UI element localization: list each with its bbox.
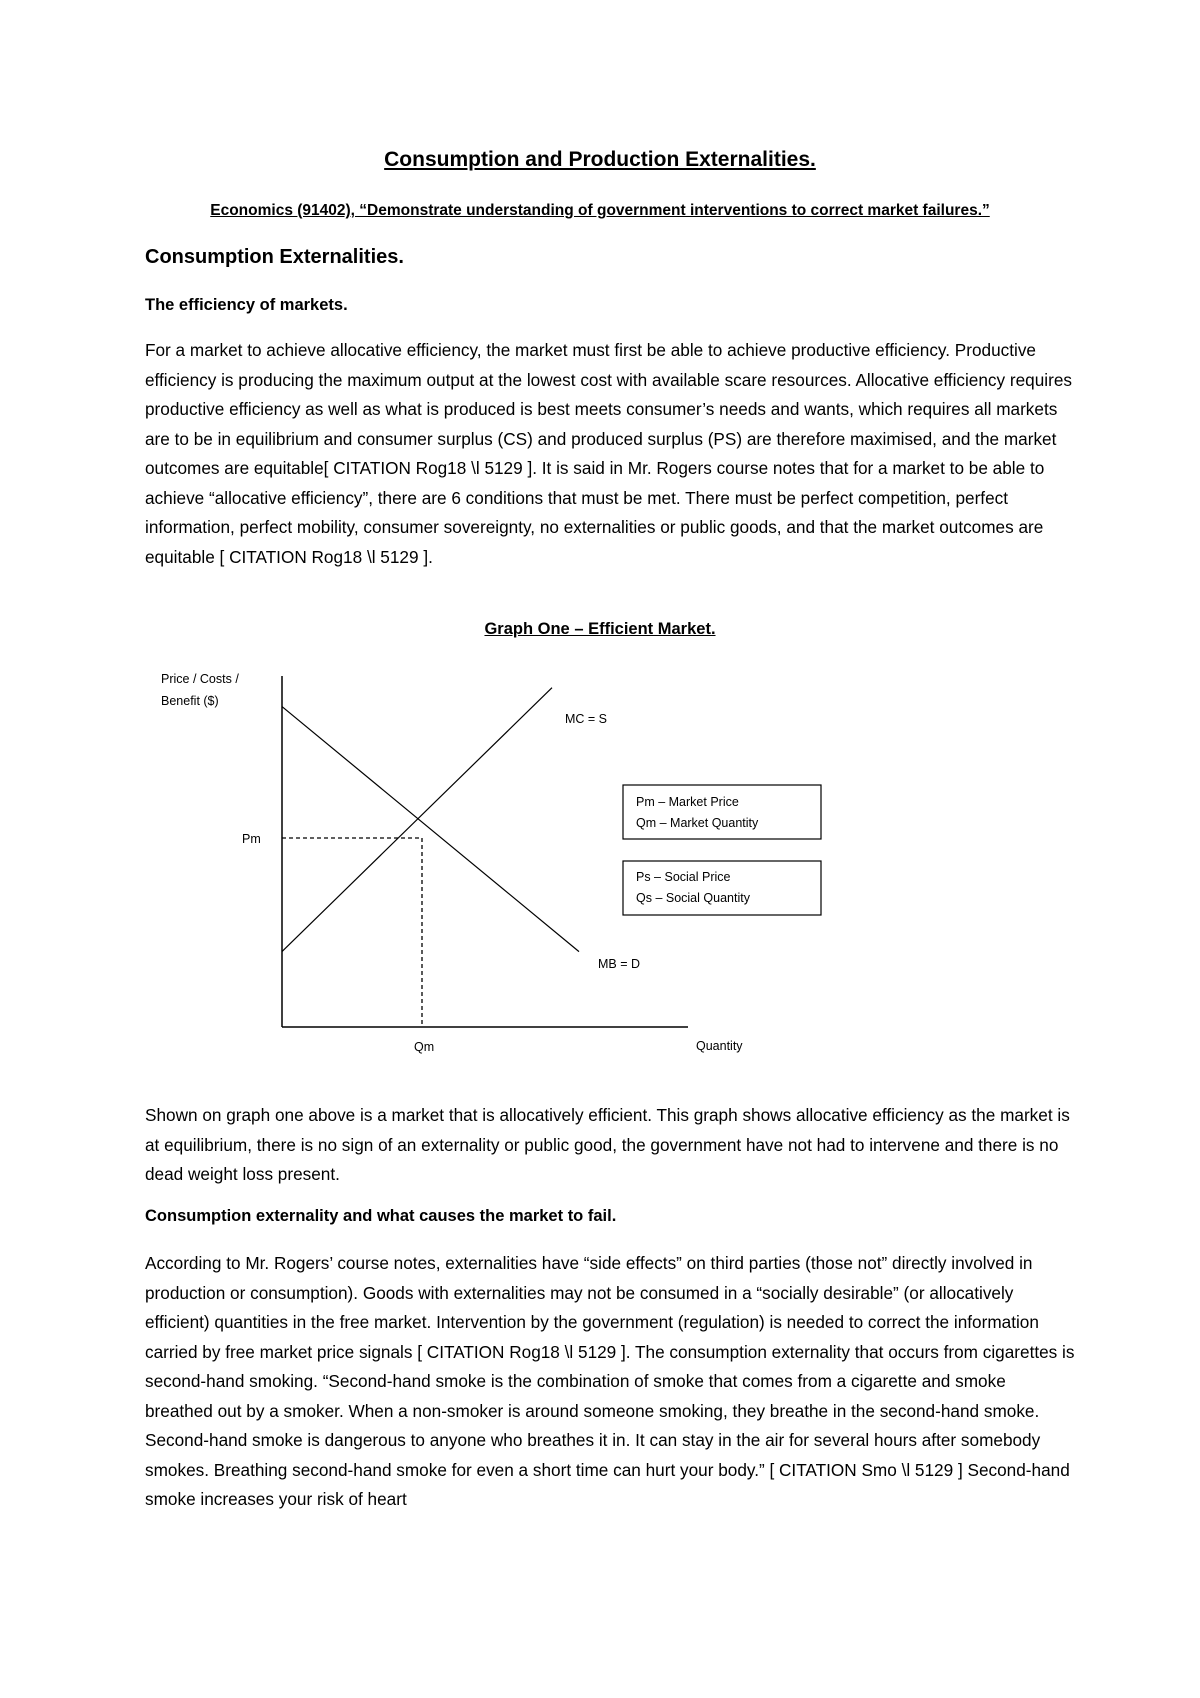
mc-supply-curve <box>282 688 552 952</box>
mb-d-label: MB = D <box>598 957 641 971</box>
paragraph-graph-one: Shown on graph one above is a market that is allocatively efficient. This graph shows allocative efficiency as the market is at equilibrium, there is no sign of an externality or public good, the government have not had to intervene and there is no dead weight loss present. <box>145 1105 1070 1184</box>
graph-title: Graph One – Efficient Market. <box>484 620 716 638</box>
x-axis-label: Quantity <box>696 1039 743 1053</box>
section-heading-consumption: Consumption Externalities. <box>145 246 404 268</box>
mb-demand-curve <box>282 707 579 952</box>
mc-s-label: MC = S <box>565 712 608 726</box>
paragraph-externality: According to Mr. Rogers’ course notes, externalities have “side effects” on third parties (those not” directly involved in production or consumption). Goods with externalities may not be consumed in a “socially desirable” (or allocatively efficient) quantities in the free market. Intervention by the government (regulation) is needed to correct the information carried by free market price signals [ CITATION Rog18 \l 5129 ]. The consumption externality that occurs from cigarettes is second-hand smoking. “Second-hand smoke is the combination of smoke that comes from a cigarette and smoke breathed out by a smoker. When a non-smoker is around someone smoking, they breathe in the second-hand smoke. Second-hand smoke is dangerous to anyone who breathes it in. It can stay in the air for several hours after somebody smokes. Breathing second-hand smoke for even a short time can hurt your body.” [ CITATION Smo \l 5129 ] Second-hand smoke increases your risk of heart <box>145 1253 1075 1509</box>
pm-label: Pm <box>242 832 261 846</box>
legend-pm: Pm – Market Price <box>636 795 739 809</box>
qm-label: Qm <box>414 1040 435 1054</box>
subheading-consumption-externality: Consumption externality and what causes the market to fail. <box>145 1207 617 1225</box>
legend-box-market <box>623 785 821 839</box>
paragraph-efficiency: For a market to achieve allocative efficiency, the market must first be able to achieve productive efficiency. Productive efficiency is producing the maximum output at the lowest cost with available scare resources. Allocative efficiency requires productive efficiency as well as what is produced is best meets consumer’s needs and wants, which requires all markets are to be in equilibrium and consumer surplus (CS) and produced surplus (PS) are therefore maximised, and the market outcomes are equitable[ CITATION Rog18 \l 5129 ]. It is said in Mr. Rogers course notes that for a market to be able to achieve “allocative efficiency”, there are 6 conditions that must be met. There must be perfect competition, perfect information, perfect mobility, consumer sovereignty, no externalities or public goods, and that the market outcomes are equitable [ CITATION Rog18 \l 5129 ]. <box>145 340 1072 567</box>
document-title: Consumption and Production Externalities. <box>384 148 816 171</box>
legend-qs: Qs – Social Quantity <box>636 891 750 905</box>
y-axis-label-line2: Benefit ($) <box>161 694 219 708</box>
document-subtitle: Economics (91402), “Demonstrate understanding of government interventions to correct market failures.” <box>210 202 990 219</box>
y-axis-label-line1: Price / Costs / <box>161 672 239 686</box>
subheading-efficiency: The efficiency of markets. <box>145 296 348 314</box>
legend-ps: Ps – Social Price <box>636 870 731 884</box>
legend-qm: Qm – Market Quantity <box>636 816 759 830</box>
